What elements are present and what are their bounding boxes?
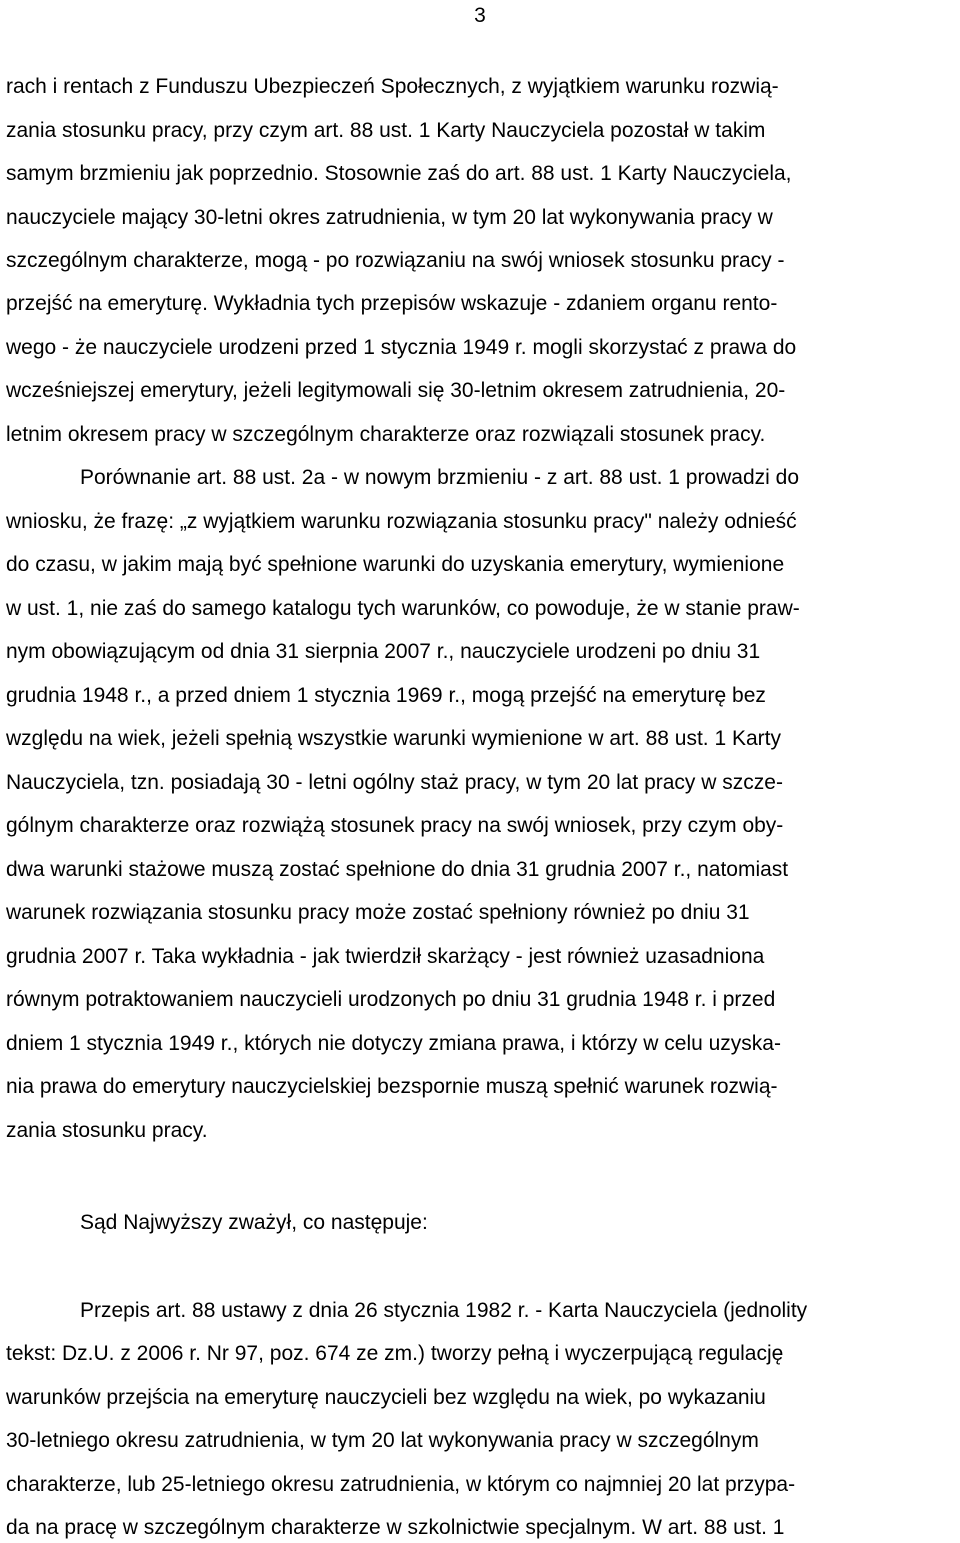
text-line: Porównanie art. 88 ust. 2a - w nowym brzmieniu - z art. 88 ust. 1 prowadzi do bbox=[80, 466, 799, 489]
section-heading: Sąd Najwyższy zważył, co następuje: bbox=[80, 1211, 428, 1234]
text-line: do czasu, w jakim mają być spełnione warunki do uzyskania emerytury, wymienione bbox=[6, 553, 785, 576]
text-line: dwa warunki stażowe muszą zostać spełnione do dnia 31 grudnia 2007 r., natomiast bbox=[6, 858, 789, 881]
text-line: względu na wiek, jeżeli spełnią wszystkie warunki wymienione w art. 88 ust. 1 Karty bbox=[6, 727, 782, 750]
text-line: szczególnym charakterze, mogą - po rozwiązaniu na swój wniosek stosunku pracy - bbox=[6, 249, 785, 272]
text-line: wego - że nauczyciele urodzeni przed 1 stycznia 1949 r. mogli skorzystać z prawa do bbox=[6, 336, 797, 359]
text-line: przejść na emeryturę. Wykładnia tych przepisów wskazuje - zdaniem organu rento- bbox=[6, 292, 778, 315]
text-line: nauczyciele mający 30-letni okres zatrudnienia, w tym 20 lat wykonywania pracy w bbox=[6, 206, 773, 229]
text-line: tekst: Dz.U. z 2006 r. Nr 97, poz. 674 ze zm.) tworzy pełną i wyczerpującą regulację bbox=[6, 1342, 784, 1365]
text-line: grudnia 1948 r., a przed dniem 1 stycznia 1969 r., mogą przejść na emeryturę bez bbox=[6, 684, 766, 707]
text-line: warunków przejścia na emeryturę nauczycieli bez względu na wiek, po wykazaniu bbox=[6, 1386, 766, 1409]
text-line: gólnym charakterze oraz rozwiążą stosunek pracy na swój wniosek, przy czym oby- bbox=[6, 814, 784, 837]
text-line: rach i rentach z Funduszu Ubezpieczeń Społecznych, z wyjątkiem warunku rozwią- bbox=[6, 75, 779, 98]
text-line: grudnia 2007 r. Taka wykładnia - jak twierdził skarżący - jest również uzasadniona bbox=[6, 945, 765, 968]
text-line: samym brzmieniu jak poprzednio. Stosownie zaś do art. 88 ust. 1 Karty Nauczyciela, bbox=[6, 162, 792, 185]
text-line: Przepis art. 88 ustawy z dnia 26 stycznia 1982 r. - Karta Nauczyciela (jednolity bbox=[80, 1299, 808, 1322]
text-line: warunek rozwiązania stosunku pracy może zostać spełniony również po dniu 31 bbox=[6, 901, 750, 924]
text-line: zania stosunku pracy, przy czym art. 88 ust. 1 Karty Nauczyciela pozostał w takim bbox=[6, 119, 766, 142]
text-line: równym potraktowaniem nauczycieli urodzonych po dniu 31 grudnia 1948 r. i przed bbox=[6, 988, 776, 1011]
text-line: wniosku, że frazę: „z wyjątkiem warunku rozwiązania stosunku pracy" należy odnieść bbox=[6, 510, 797, 533]
text-line: wcześniejszej emerytury, jeżeli legitymowali się 30-letnim okresem zatrudnienia, 20- bbox=[6, 379, 786, 402]
text-line: nia prawa do emerytury nauczycielskiej bezspornie muszą spełnić warunek rozwią- bbox=[6, 1075, 778, 1098]
text-line: Nauczyciela, tzn. posiadają 30 - letni ogólny staż pracy, w tym 20 lat pracy w szcze- bbox=[6, 771, 783, 794]
text-line: nym obowiązującym od dnia 31 sierpnia 2007 r., nauczyciele urodzeni po dniu 31 bbox=[6, 640, 761, 663]
page-number: 3 bbox=[474, 4, 486, 27]
text-line: zania stosunku pracy. bbox=[6, 1119, 208, 1142]
text-line: da na pracę w szczególnym charakterze w szkolnictwie specjalnym. W art. 88 ust. 1 bbox=[6, 1516, 785, 1539]
text-line: 30-letniego okresu zatrudnienia, w tym 20 lat wykonywania pracy w szczególnym bbox=[6, 1429, 759, 1452]
text-line: w ust. 1, nie zaś do samego katalogu tych warunków, co powoduje, że w stanie praw- bbox=[6, 597, 800, 620]
text-line: charakterze, lub 25-letniego okresu zatrudnienia, w którym co najmniej 20 lat przypa- bbox=[6, 1473, 796, 1496]
text-line: letnim okresem pracy w szczególnym charakterze oraz rozwiązali stosunek pracy. bbox=[6, 423, 766, 446]
text-line: dniem 1 stycznia 1949 r., których nie dotyczy zmiana prawa, i którzy w celu uzyska- bbox=[6, 1032, 781, 1055]
